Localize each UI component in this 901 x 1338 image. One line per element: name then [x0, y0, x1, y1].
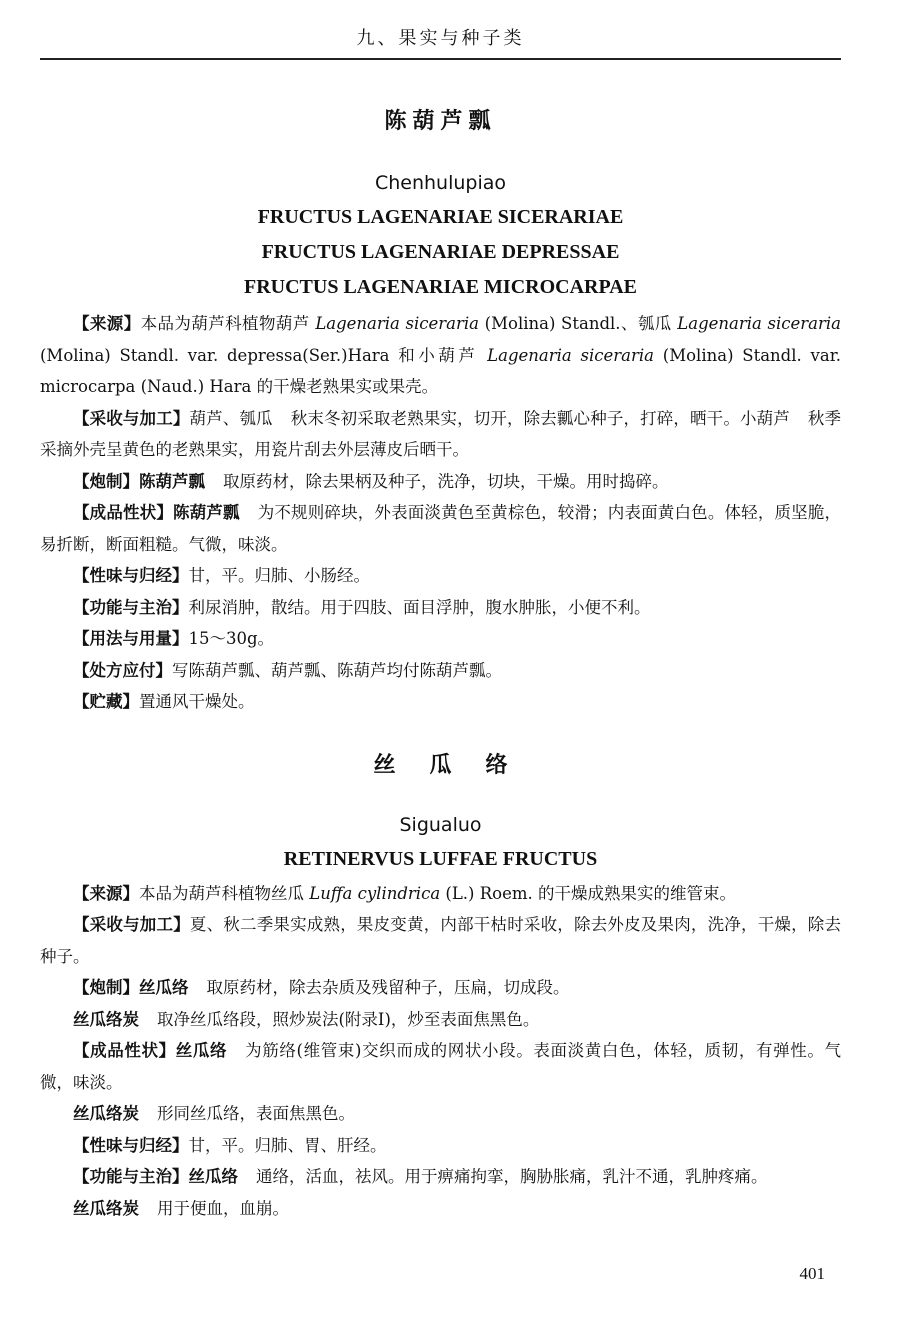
section-label: 【来源】	[73, 883, 139, 903]
sub-label: 丝瓜络	[139, 978, 189, 997]
entry-pinyin: Sigualuo	[399, 813, 482, 836]
text: (Molina) Standl.、瓠瓜	[479, 314, 678, 333]
page-number: 401	[799, 1264, 825, 1283]
text: 甘，平。归肺、胃、肝经。	[188, 1135, 387, 1155]
section-label: 【用法与用量】	[73, 629, 189, 648]
section-label: 【采收与加工】	[73, 915, 190, 934]
appearance-paragraph	[40, 497, 841, 560]
sub-label: 葫芦、瓠瓜	[189, 408, 273, 428]
section-label: 【功能与主治】	[73, 597, 189, 617]
text: 形同丝瓜络，表面焦黑色。	[157, 1104, 355, 1123]
section-label: 【成品性状】	[73, 1041, 176, 1060]
text: 为筋络(维管束)交织而成的网状小段。表面淡黄白色，体轻，质韧，有弹性。气微，味淡。	[40, 1041, 842, 1092]
entry-chenhulupiao	[40, 102, 841, 718]
latin-name: FRUCTUS LAGENARIAE SICERARIAE	[257, 206, 624, 228]
text: (L.) Roem. 的干燥成熟果实的维管束。	[440, 883, 736, 903]
sub-label: 丝瓜络炭	[73, 1198, 139, 1218]
text: 用于便血，血崩。	[157, 1198, 289, 1218]
text: 甘，平。归肺、小肠经。	[188, 566, 370, 585]
section-label: 【炮制】	[73, 471, 139, 491]
section-label: 【处方应付】	[73, 660, 172, 680]
text: 取原药材，除去果柄及种子，洗净，切块，干燥。用时捣碎。	[223, 471, 669, 491]
text: 取原药材，除去杂质及残留种子，压扁，切成段。	[206, 978, 570, 997]
scientific-name: Luffa cylindrica	[309, 883, 441, 903]
appearance-paragraph-2	[40, 1098, 841, 1130]
entry-title: 陈葫芦瓢	[384, 109, 497, 134]
sub-label: 陈葫芦瓢	[139, 471, 205, 491]
text: 利尿消肿，散结。用于四肢、面目浮肿，腹水肿胀，小便不利。	[188, 597, 651, 617]
scientific-name: Lagenaria siceraria	[315, 314, 480, 333]
section-label: 【来源】	[73, 314, 141, 333]
sub-label: 小葫芦	[739, 408, 790, 428]
source-paragraph	[40, 308, 841, 403]
text: 15～30g。	[188, 629, 275, 648]
processing-paragraph	[40, 972, 841, 1004]
sub-label: 丝瓜络炭	[73, 1104, 139, 1123]
text: 通络，活血，祛风。用于痹痛拘挛，胸胁胀痛，乳汁不通，乳肿疼痛。	[256, 1167, 768, 1186]
section-label: 【采收与加工】	[73, 408, 190, 428]
function-paragraph	[40, 592, 841, 624]
text: 秋末冬初采取老熟果实，切开，除去瓤心种子，打碎，晒干。	[290, 408, 740, 428]
entry-sigualuo	[40, 746, 841, 1225]
processing-paragraph	[40, 466, 841, 498]
text: (Molina) Standl. var. microcarpa (Naud.) Hara 的干燥老熟果实或果壳。	[40, 345, 842, 396]
sub-label: 陈葫芦瓢	[173, 503, 240, 522]
text: (Molina) Standl. var. depressa(Ser.)Hara 和小葫芦	[40, 345, 488, 365]
section-label: 【炮制】	[73, 978, 139, 997]
section-label: 【成品性状】	[73, 503, 174, 522]
storage-paragraph	[40, 686, 841, 718]
sub-label: 丝瓜络炭	[73, 1009, 139, 1029]
processing-paragraph-2	[40, 1004, 841, 1036]
page-content	[40, 102, 841, 1224]
text: 为不规则碎块，外表面淡黄色至黄棕色，较滑；内表面黄白色。体轻，质坚脆，易折断，断面粗糙。气微，味淡。	[40, 503, 842, 554]
entry-pinyin: Chenhulupiao	[374, 172, 507, 194]
text: 夏、秋二季果实成熟，果皮变黄，内部干枯时采收，除去外皮及果肉，洗净，干燥，除去种子。	[40, 915, 842, 966]
latin-name: RETINERVUS LUFFAE FRUCTUS	[283, 847, 598, 870]
function-paragraph-2	[40, 1193, 841, 1225]
scientific-name: Lagenaria siceraria	[677, 314, 842, 333]
text: 取净丝瓜络段，照炒炭法(附录Ⅰ)，炒至表面焦黑色。	[157, 1009, 540, 1029]
text: 本品为葫芦科植物丝瓜	[139, 883, 310, 903]
text: 秋季采摘外壳呈黄色的老熟果实，用瓷片刮去外层薄皮后晒干。	[40, 408, 842, 459]
sub-label: 丝瓜络	[175, 1041, 228, 1060]
harvest-paragraph	[40, 909, 841, 972]
text: 置通风干燥处。	[139, 692, 255, 711]
section-label: 【功能与主治】	[73, 1167, 189, 1186]
appearance-paragraph	[40, 1035, 841, 1098]
scientific-name: Lagenaria siceraria	[487, 345, 655, 365]
latin-name: FRUCTUS LAGENARIAE DEPRESSAE	[261, 241, 620, 263]
prescription-paragraph	[40, 655, 841, 687]
nature-paragraph	[40, 560, 841, 592]
entry-title: 丝瓜络	[373, 752, 542, 778]
text: 本品为葫芦科植物葫芦	[140, 314, 316, 333]
running-header: 九、果实与种子类	[40, 24, 841, 60]
section-label: 【贮藏】	[73, 692, 139, 711]
sub-label: 丝瓜络	[188, 1167, 238, 1186]
nature-paragraph	[40, 1130, 841, 1162]
section-label: 【性味与归经】	[73, 566, 189, 585]
text: 写陈葫芦瓢、葫芦瓢、陈葫芦均付陈葫芦瓢。	[172, 660, 502, 680]
dosage-paragraph	[40, 623, 841, 655]
section-label: 【性味与归经】	[73, 1135, 189, 1155]
harvest-paragraph	[40, 403, 841, 466]
latin-name: FRUCTUS LAGENARIAE MICROCARPAE	[244, 276, 637, 298]
function-paragraph	[40, 1161, 841, 1193]
source-paragraph	[40, 878, 841, 910]
